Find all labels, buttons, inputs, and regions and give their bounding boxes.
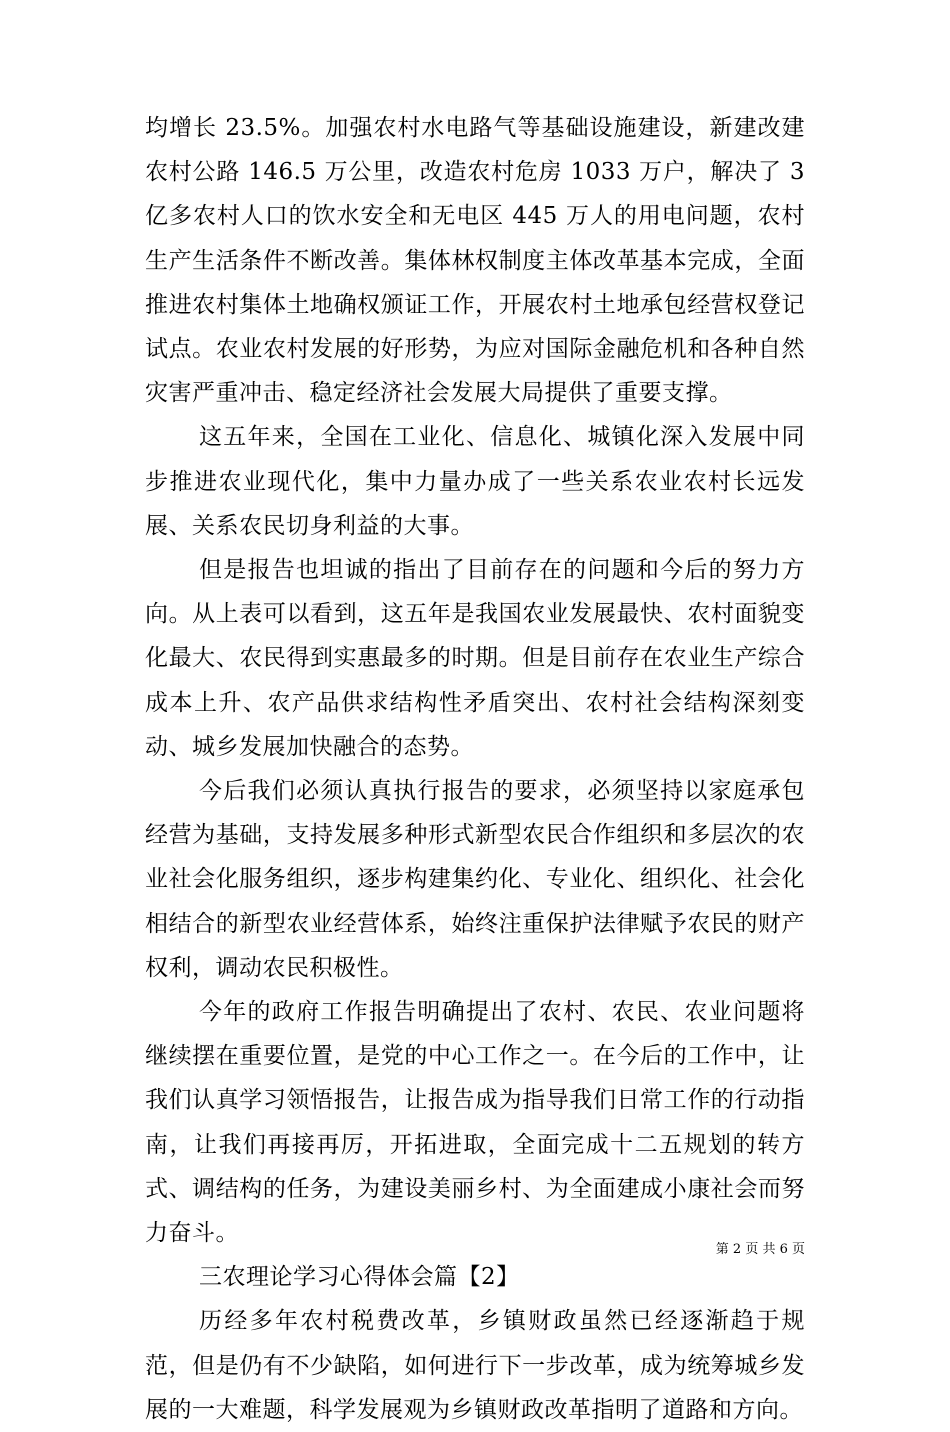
document-body bbox=[145, 106, 805, 1432]
section-heading: 三农理论学习心得体会篇【2】 bbox=[199, 1264, 520, 1291]
paragraph: 历经多年农村税费改革，乡镇财政虽然已经逐渐趋于规范，但是仍有不少缺陷，如何进行下一步改革，成为统筹城乡发展的一大难题，科学发展观为乡镇财政改革指明了道路和方向。 bbox=[145, 1308, 805, 1423]
paragraph-continuation: 均增长 23.5%。加强农村水电路气等基础设施建设，新建改建农村公路 146.5 万公里，改造农村危房 1033 万户，解决了 3 亿多农村人口的饮水安全和无电区 445 万人的用电问题，农村生产生活条件不断改善。集体林权制度主体改革基本完成，全面推进农村集体土地确权颁证工作，开展农村土地承包经营权登记试点。农业农村发展的好形势，为应对国际金融危机和各种自然灾害严重冲击、稳定经济社会发展大局提供了重要支撑。 bbox=[145, 115, 805, 407]
page-number: 第 2 页 共 6 页 bbox=[715, 1242, 805, 1257]
paragraph: 这五年来，全国在工业化、信息化、城镇化深入发展中同步推进农业现代化，集中力量办成了一些关系农业农村长远发展、关系农民切身利益的大事。 bbox=[145, 424, 805, 539]
paragraph: 但是报告也坦诚的指出了目前存在的问题和今后的努力方向。从上表可以看到，这五年是我国农业发展最快、农村面貌变化最大、农民得到实惠最多的时期。但是目前存在农业生产综合成本上升、农产品供求结构性矛盾突出、农村社会结构深刻变动、城乡发展加快融合的态势。 bbox=[145, 557, 805, 760]
paragraph: 今年的政府工作报告明确提出了农村、农民、农业问题将继续摆在重要位置，是党的中心工作之一。在今后的工作中，让我们认真学习领悟报告，让报告成为指导我们日常工作的行动指南，让我们再接再厉，开拓进取，全面完成十二五规划的转方式、调结构的任务，为建设美丽乡村、为全面建成小康社会而努力奋斗。 bbox=[145, 999, 805, 1247]
paragraph: 今后我们必须认真执行报告的要求，必须坚持以家庭承包经营为基础，支持发展多种形式新型农民合作组织和多层次的农业社会化服务组织，逐步构建集约化、专业化、组织化、社会化相结合的新型农业经营体系，始终注重保护法律赋予农民的财产权利，调动农民积极性。 bbox=[145, 778, 805, 981]
